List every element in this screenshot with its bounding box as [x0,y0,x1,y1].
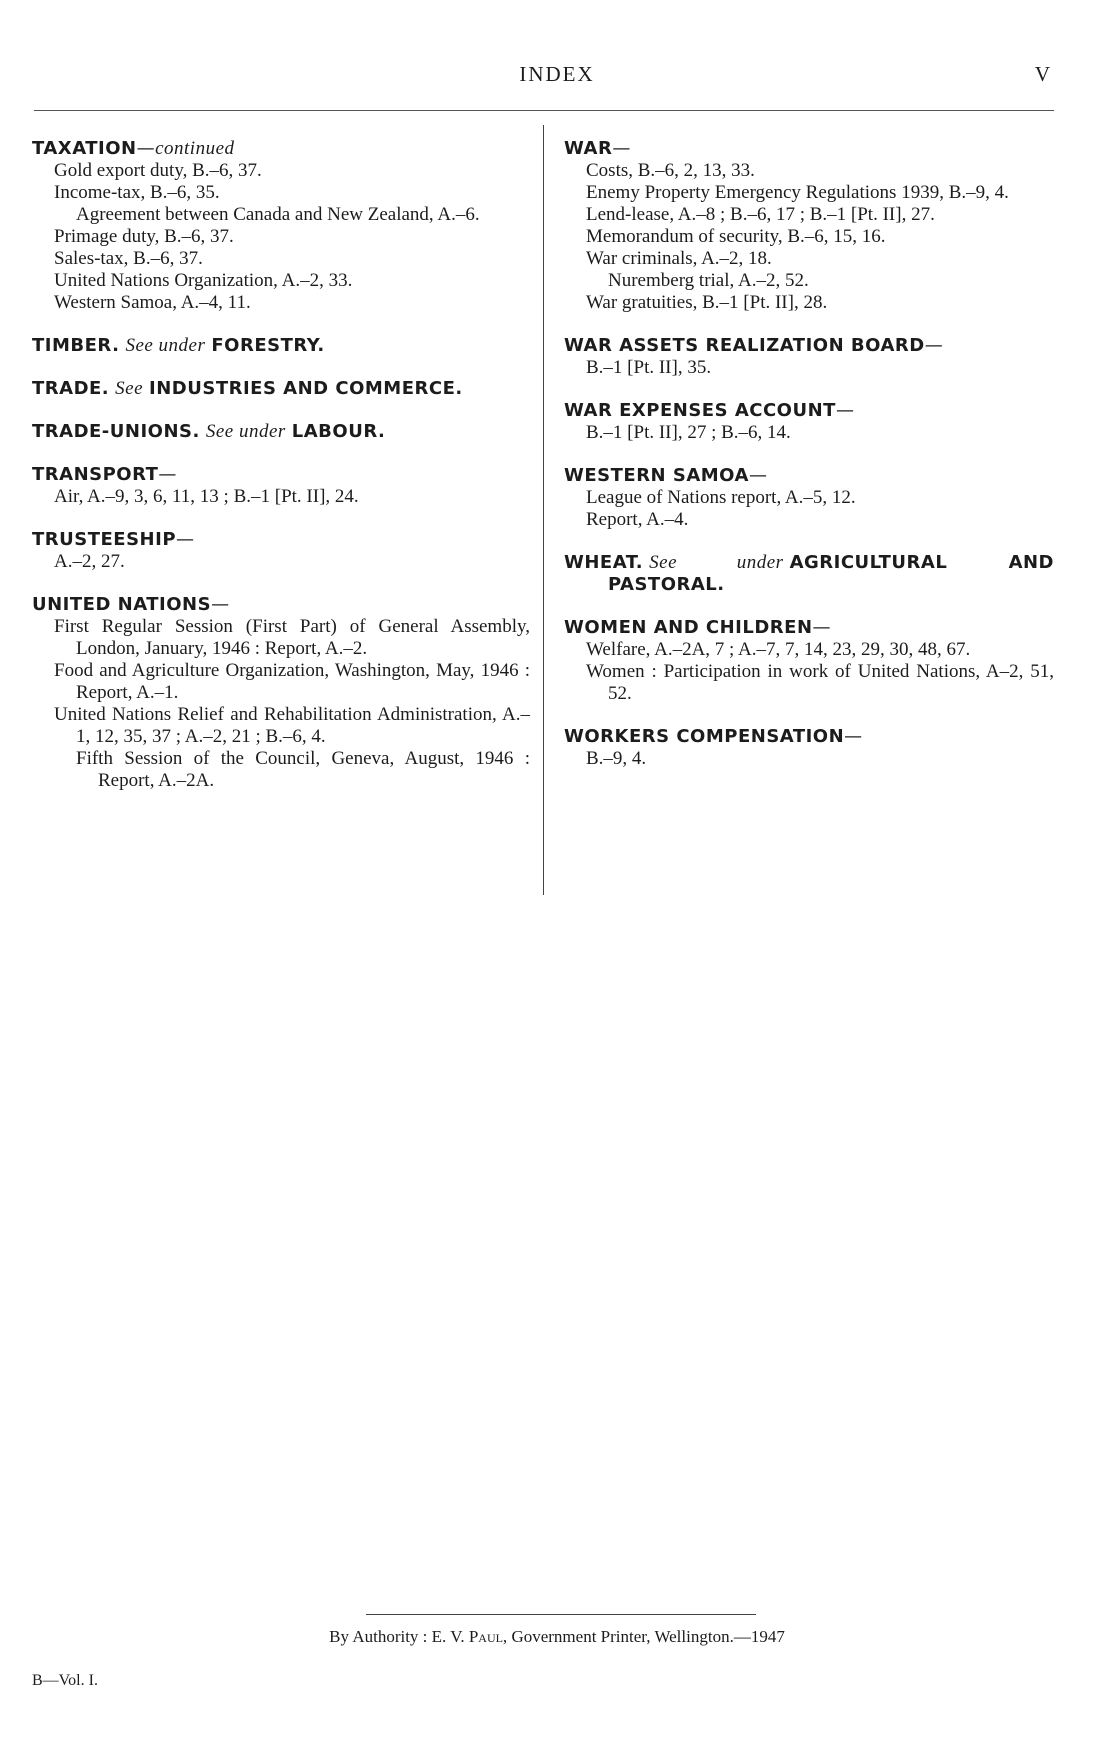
sub-entry: A.–2, 27. [54,551,125,572]
sub-entry: B.–9, 4. [586,748,647,769]
see-reference: See under [125,335,206,356]
column-divider [543,125,544,895]
index-entry-war [564,138,1054,314]
index-entry-war-assets [564,335,1054,379]
entry-heading: WOMEN AND CHILDREN— [564,617,832,638]
index-entry-war-expenses [564,400,1054,444]
entry-heading: TRANSPORT— [32,464,177,485]
sub-sub-entry: Fifth Session of the Council, Geneva, August, 1946 : Report, A.–2A. [76,748,530,791]
page-number: V [1034,62,1050,86]
index-entry-women-children [564,617,1054,705]
sub-entry: United Nations Organization, A.–2, 33. [54,270,353,291]
sub-entry: Welfare, A.–2A, 7 ; A.–7, 7, 14, 23, 29, 30, 48, 67. [586,639,971,660]
index-entry-workers-compensation [564,726,1054,770]
sub-sub-entry: Nuremberg trial, A.–2, 52. [608,270,809,291]
sub-entry: First Regular Session (First Part) of General Assembly, London, January, 1946 : Report, A.–2. [54,616,530,659]
entry-heading: TAXATION—continued [32,138,235,159]
sub-entry: Memorandum of security, B.–6, 15, 16. [586,226,886,247]
sub-entry: Primage duty, B.–6, 37. [54,226,234,247]
continued-label: continued [155,138,235,159]
sub-entry: Food and Agriculture Organization, Washington, May, 1946 : Report, A.–1. [54,660,530,703]
sub-entry: War gratuities, B.–1 [Pt. II], 28. [586,292,828,313]
index-entry-taxation [32,138,530,314]
sub-entry: Sales-tax, B.–6, 37. [54,248,203,269]
sub-entry: League of Nations report, A.–5, 12. [586,487,856,508]
entry-heading: TRADE-UNIONS. See under LABOUR. [32,421,386,442]
page-header [0,62,1114,92]
header-rule [34,110,1054,111]
sub-entry: Gold export duty, B.–6, 37. [54,160,262,181]
index-entry-united-nations [32,594,530,792]
sub-entry: Enemy Property Emergency Regulations 1939, B.–9, 4. [586,182,1009,203]
sub-entry: Women : Participation in work of United Nations, A–2, 51, 52. [586,661,1054,704]
sub-entry: Western Samoa, A.–4, 11. [54,292,251,313]
volume-mark: B—Vol. I. [32,1672,98,1689]
cross-reference: LABOUR. [291,421,386,442]
entry-heading: UNITED NATIONS— [32,594,230,615]
index-entry-trade-unions [32,421,530,443]
entry-heading: WAR— [564,138,631,159]
entry-heading: WESTERN SAMOA— [564,465,768,486]
index-entry-timber [32,335,530,357]
see-reference: See under [649,552,784,573]
entry-heading: WORKERS COMPENSATION— [564,726,863,747]
entry-heading: TRADE. See INDUSTRIES AND COMMERCE. [32,378,463,399]
sub-entry: Report, A.–4. [586,509,689,530]
entry-heading: TIMBER. See under FORESTRY. [32,335,325,356]
sub-entry: Income-tax, B.–6, 35. [54,182,220,203]
entry-heading: WAR ASSETS REALIZATION BOARD— [564,335,944,356]
cross-reference: INDUSTRIES AND COMMERCE. [149,378,463,399]
sub-entry: Lend-lease, A.–8 ; B.–6, 17 ; B.–1 [Pt. II], 27. [586,204,935,225]
sub-entry: B.–1 [Pt. II], 35. [586,357,712,378]
index-entry-trusteeship [32,529,530,573]
page-title: INDEX [519,62,595,86]
sub-entry: Costs, B.–6, 2, 13, 33. [586,160,755,181]
sub-entry: Air, A.–9, 3, 6, 11, 13 ; B.–1 [Pt. II], 24. [54,486,359,507]
sub-entry: War criminals, A.–2, 18. [586,248,772,269]
entry-heading: WHEAT. See under AGRICULTURAL AND PASTORAL. [564,552,1054,595]
see-reference: See under [205,421,286,442]
index-column-right [564,138,1054,791]
index-entry-transport [32,464,530,508]
cross-reference: AGRICULTURAL AND PASTORAL. [608,552,1054,595]
sub-sub-entry: Agreement between Canada and New Zealand, A.–6. [76,204,480,225]
sub-entry: B.–1 [Pt. II], 27 ; B.–6, 14. [586,422,791,443]
entry-heading: TRUSTEESHIP— [32,529,195,550]
cross-reference: FORESTRY. [211,335,325,356]
index-column-left [32,138,530,813]
sub-entry: United Nations Relief and Rehabilitation Administration, A.–1, 12, 35, 37 ; A.–2, 21 ; B.–6, 4. [54,704,530,747]
printer-imprint: By Authority : E. V. Paul, Government Printer, Wellington.—1947 [329,1627,785,1646]
index-entry-western-samoa [564,465,1054,531]
index-entry-wheat [564,552,1054,596]
footer-rule [366,1614,756,1615]
index-entry-trade [32,378,530,400]
see-reference: See [115,378,144,399]
entry-heading: WAR EXPENSES ACCOUNT— [564,400,855,421]
printer-name: E. V. Paul, [431,1627,508,1646]
